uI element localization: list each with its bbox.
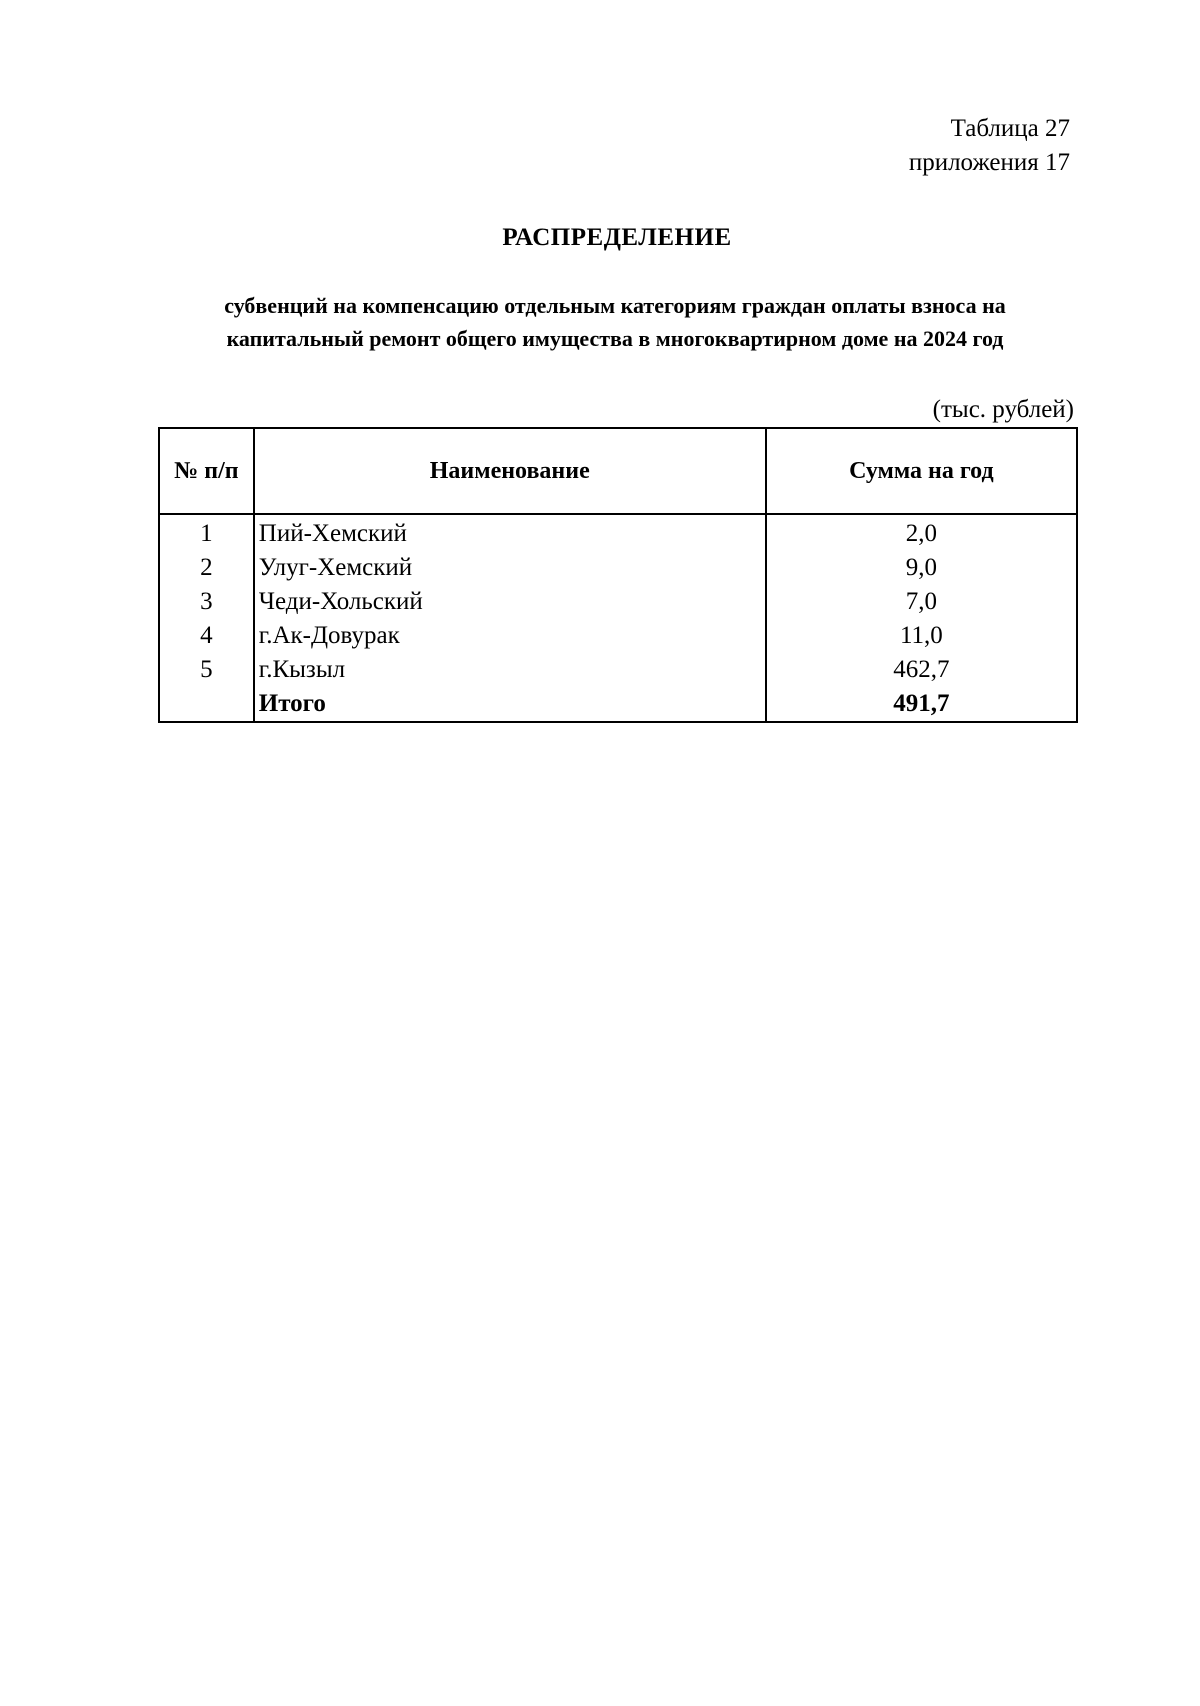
table-row (159, 514, 1077, 551)
table-number: Таблица 27 (950, 115, 1070, 142)
total-number (159, 687, 254, 722)
table-row (159, 551, 1077, 585)
total-sum: 491,7 (766, 687, 1077, 722)
row-name: г.Кызыл (254, 653, 766, 687)
column-header-sum: Сумма на год (766, 428, 1077, 514)
row-name: Пий-Хемский (254, 514, 766, 551)
row-number: 1 (159, 514, 254, 551)
document-subtitle (155, 289, 1075, 355)
column-header-name: Наименование (254, 428, 766, 514)
row-name: Улуг-Хемский (254, 551, 766, 585)
subtitle-line-2: капитальный ремонт общего имущества в многоквартирном доме на 2024 год (226, 326, 1004, 351)
row-sum: 9,0 (766, 551, 1077, 585)
row-number: 5 (159, 653, 254, 687)
units-label: (тыс. рублей) (932, 396, 1074, 423)
row-number: 3 (159, 585, 254, 619)
subtitle-line-1: субвенций на компенсацию отдельным категориям граждан оплаты взноса на (224, 293, 1006, 318)
document-title: РАСПРЕДЕЛЕНИЕ (502, 224, 732, 251)
row-name: г.Ак-Довурак (254, 619, 766, 653)
row-number: 4 (159, 619, 254, 653)
table-row (159, 619, 1077, 653)
table-row (159, 585, 1077, 619)
table-header-row (159, 428, 1077, 514)
row-sum: 7,0 (766, 585, 1077, 619)
appendix-number: приложения 17 (908, 149, 1070, 176)
row-sum: 11,0 (766, 619, 1077, 653)
distribution-table (158, 427, 1078, 723)
row-name: Чеди-Хольский (254, 585, 766, 619)
row-sum: 2,0 (766, 514, 1077, 551)
table-reference (909, 112, 1070, 180)
row-sum: 462,7 (766, 653, 1077, 687)
row-number: 2 (159, 551, 254, 585)
table-total-row (159, 687, 1077, 722)
table-row (159, 653, 1077, 687)
total-label: Итого (254, 687, 766, 722)
column-header-number: № п/п (159, 428, 254, 514)
